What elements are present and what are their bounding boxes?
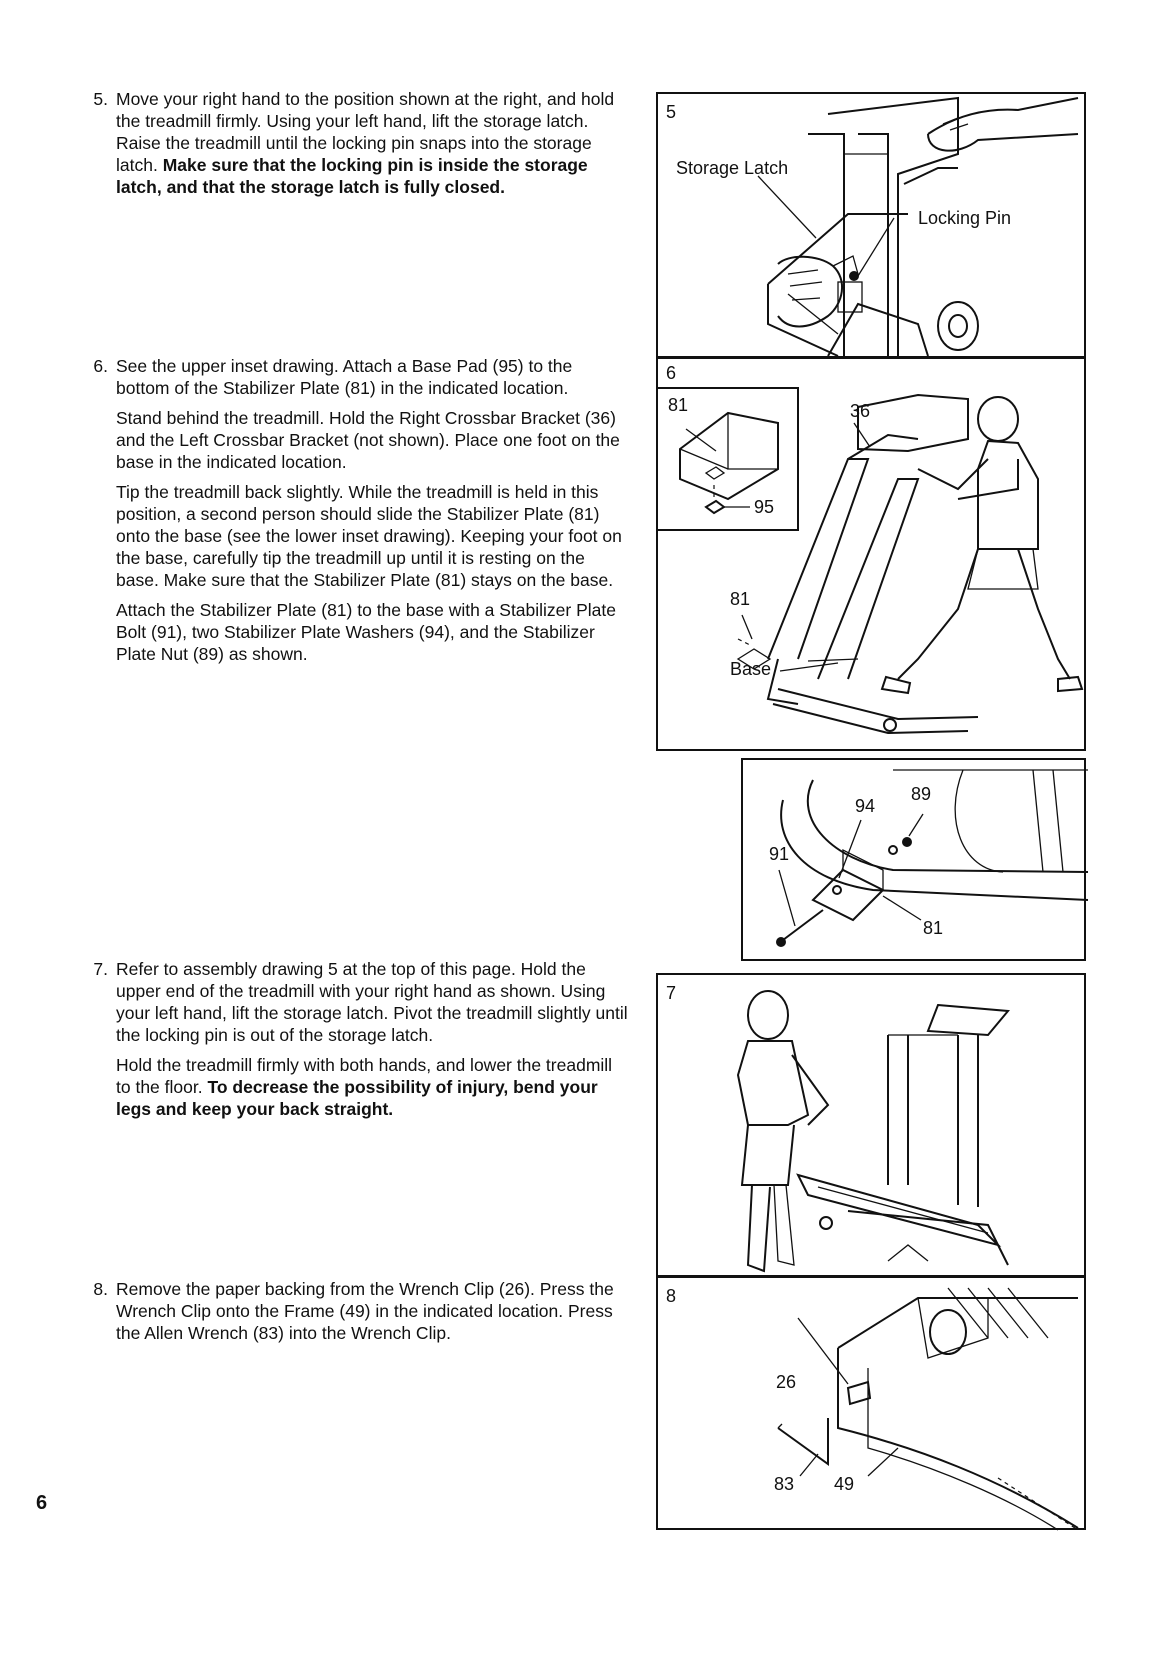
instruction-text: Stand behind the treadmill. Hold the Right Crossbar Bracket (36) and the Left Crossbar Bracket (not shown). Place one foot on the base in the indicated location. <box>116 408 620 472</box>
callout-49: 49 <box>834 1474 855 1494</box>
step-5 <box>84 88 629 206</box>
callout-81: 81 <box>730 589 751 609</box>
figure-6-panel <box>656 357 1086 751</box>
callout-storage-latch: Storage Latch <box>676 158 789 178</box>
instruction-text: See the upper inset drawing. Attach a Base Pad (95) to the bottom of the Stabilizer Plate (81) in the indicated location. <box>116 356 573 398</box>
callout-26: 26 <box>776 1372 797 1392</box>
figure-6-inset-lower <box>741 758 1086 961</box>
figure-7-illustration <box>658 975 1088 1279</box>
callout-91: 91 <box>769 844 790 864</box>
step-paragraph <box>116 1054 629 1120</box>
callout-83: 83 <box>774 1474 795 1494</box>
callout-36: 36 <box>850 401 871 421</box>
step-paragraph <box>116 599 629 665</box>
step-paragraph <box>116 88 629 198</box>
callout-locking-pin: Locking Pin <box>918 208 1012 228</box>
figure-6-number: 6 <box>666 363 677 383</box>
instruction-text: Remove the paper backing from the Wrench Clip (26). Press the Wrench Clip onto the Frame (49) in the indicated location. Press the Allen Wrench (83) into the Wrench Clip. <box>116 1279 614 1343</box>
callout-81-lower: 81 <box>923 918 944 938</box>
callout-95-inset: 95 <box>754 497 775 517</box>
figure-5-number: 5 <box>666 102 677 122</box>
step-number: 5. <box>93 89 108 109</box>
figure-5-illustration <box>658 94 1088 360</box>
instruction-text: Refer to assembly drawing 5 at the top of this page. Hold the upper end of the treadmill with your right hand as shown. Using your left hand, lift the storage latch. Pivot the treadmill slightly until the locking pin is out of the storage latch. <box>116 959 628 1045</box>
instruction-text: Hold the treadmill firmly with both hands, and lower the treadmill to the floor. <box>116 1055 613 1097</box>
instruction-text: Move your right hand to the position shown at the right, and hold the treadmill firmly. Using your left hand, lift the storage latch. Raise the treadmill until the locking pin snaps into the storage latch. <box>116 89 615 175</box>
step-paragraph <box>116 481 629 591</box>
step-6 <box>84 355 629 673</box>
step-number: 6. <box>93 356 108 376</box>
step-number: 8. <box>93 1279 108 1299</box>
callout-89: 89 <box>911 784 932 804</box>
figure-7-panel <box>656 973 1086 1277</box>
callout-base: Base <box>730 659 772 679</box>
emphasis-text: To decrease the possibility of injury, bend your legs and keep your back straight. <box>116 1077 598 1119</box>
step-body <box>116 1278 629 1344</box>
figure-8-panel <box>656 1276 1086 1530</box>
figure-6-inset-upper <box>656 387 799 531</box>
callout-94: 94 <box>855 796 876 816</box>
emphasis-text: Make sure that the locking pin is inside the storage latch, and that the storage latch is fully closed. <box>116 155 588 197</box>
step-body <box>116 355 629 665</box>
step-7 <box>84 958 629 1128</box>
step-paragraph <box>116 407 629 473</box>
step-paragraph <box>116 1278 629 1344</box>
figure-5-panel <box>656 92 1086 358</box>
step-number: 7. <box>93 959 108 979</box>
instruction-text: Tip the treadmill back slightly. While the treadmill is held in this position, a second person should slide the Stabilizer Plate (81) onto the base (see the lower inset drawing). Keeping your foot on the base, carefully tip the treadmill up until it is resting on the base. Make sure that the Stabilizer Plate (81) stays on the base. <box>116 482 622 590</box>
figure-8-illustration <box>658 1278 1088 1532</box>
step-body <box>116 958 629 1120</box>
callout-81-inset: 81 <box>668 395 689 415</box>
figure-8-number: 8 <box>666 1286 677 1306</box>
instruction-text: Attach the Stabilizer Plate (81) to the base with a Stabilizer Plate Bolt (91), two Stabilizer Plate Washers (94), and the Stabilizer Plate Nut (89) as shown. <box>116 600 616 664</box>
step-paragraph <box>116 355 629 399</box>
step-paragraph <box>116 958 629 1046</box>
step-body <box>116 88 629 198</box>
figure-7-number: 7 <box>666 983 677 1003</box>
page-number: 6 <box>36 1492 48 1514</box>
step-8 <box>84 1278 629 1352</box>
